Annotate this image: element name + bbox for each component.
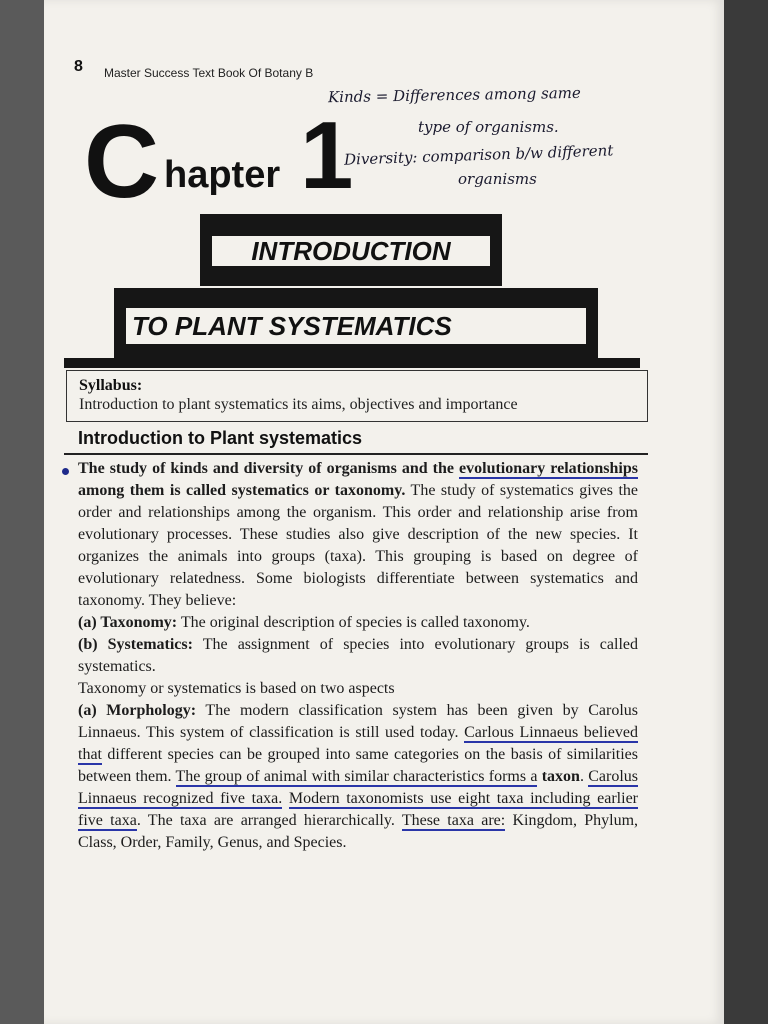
morphology-text-2: different species can be grouped into same categories on the basis of similarities between them. (78, 746, 638, 785)
taxonomy-text: The original description of species is called taxonomy. (177, 614, 530, 631)
taxonomy-label: (a) Taxonomy: (78, 614, 178, 631)
morphology-text-4 (282, 790, 289, 807)
chapter-number: 1 (300, 102, 354, 209)
intro-underlined: evolutionary relationships (459, 460, 639, 477)
taxonomy-definition (78, 612, 638, 634)
taxon-term: taxon (537, 768, 580, 785)
page-number: 8 (74, 58, 83, 75)
book-binding-shadow (0, 0, 44, 1024)
chapter-initial: C (84, 104, 160, 220)
syllabus-heading: Syllabus: (79, 377, 143, 394)
title-base-bar (64, 358, 640, 368)
systematics-definition (78, 634, 638, 678)
morphology-text-6: Kingdom, Phylum, Class, Order, Family, Genus, and Species. (78, 812, 639, 851)
intro-normal: The study of systematics gives the order and relationships among the organism. This order and relationship arise from evolutionary processes. These studies also give description of the new species. It organizes the animals into groups (taxa). This grouping is based on degree of evolutionary relatedness. Some biologists differentiate between systematics and taxonomy. They believe: (78, 482, 639, 609)
background-edge (724, 0, 768, 1024)
intro-lead: The study of kinds and diversity of organisms and the (78, 460, 454, 477)
syllabus-box (66, 370, 648, 422)
syllabus-text: Introduction to plant systematics its aims, objectives and importance (79, 396, 518, 413)
body-text (78, 458, 638, 854)
chapter-word: hapter (164, 154, 281, 196)
morphology-underline-5: These taxa are: (401, 812, 506, 829)
section-heading: Introduction to Plant systematics (78, 428, 363, 448)
morphology-underline-4: Modern taxonomists use eight taxa including earlier five taxa (78, 790, 639, 829)
morphology-paragraph (78, 700, 638, 854)
heading-underline (64, 453, 648, 455)
handwritten-note-4: organisms (458, 170, 537, 188)
morphology-underline-2: The group of animal with similar characteristics forms a (175, 768, 538, 785)
aspects-line: Taxonomy or systematics is based on two aspects (78, 680, 395, 697)
handwritten-note-3: Diversity: comparison b/w different (343, 141, 614, 169)
morphology-text-3: . (579, 768, 589, 785)
handwritten-note-1: Kinds = Differences among same (327, 83, 581, 107)
title-banner-bottom (114, 288, 598, 358)
intro-paragraph (78, 458, 638, 612)
handwritten-note-2: type of organisms. (418, 118, 559, 136)
book-page (44, 0, 724, 1024)
morphology-label: (a) Morphology: (78, 702, 197, 719)
systematics-text: The assignment of species into evolutionary groups is called systematics. (78, 636, 638, 675)
title-line-2: TO PLANT SYSTEMATICS (124, 306, 588, 346)
morphology-underline-3: Carolus Linnaeus recognized five taxa. (78, 768, 638, 807)
title-banner-top (200, 214, 502, 286)
title-line-1: INTRODUCTION (210, 234, 492, 268)
systematics-label: (b) Systematics: (78, 636, 193, 653)
bullet-dot-icon (62, 468, 69, 475)
morphology-underline-1: Carlous Linnaeus believed that (78, 724, 638, 763)
morphology-text-1: The modern classification system has been given by Carolus Linnaeus. This system of classification is still used today. (78, 702, 639, 741)
book-title: Master Success Text Book Of Botany B (104, 66, 314, 80)
intro-rest: among them is called systematics or taxonomy. (78, 482, 406, 499)
morphology-text-5: . The taxa are arranged hierarchically. (136, 812, 402, 829)
